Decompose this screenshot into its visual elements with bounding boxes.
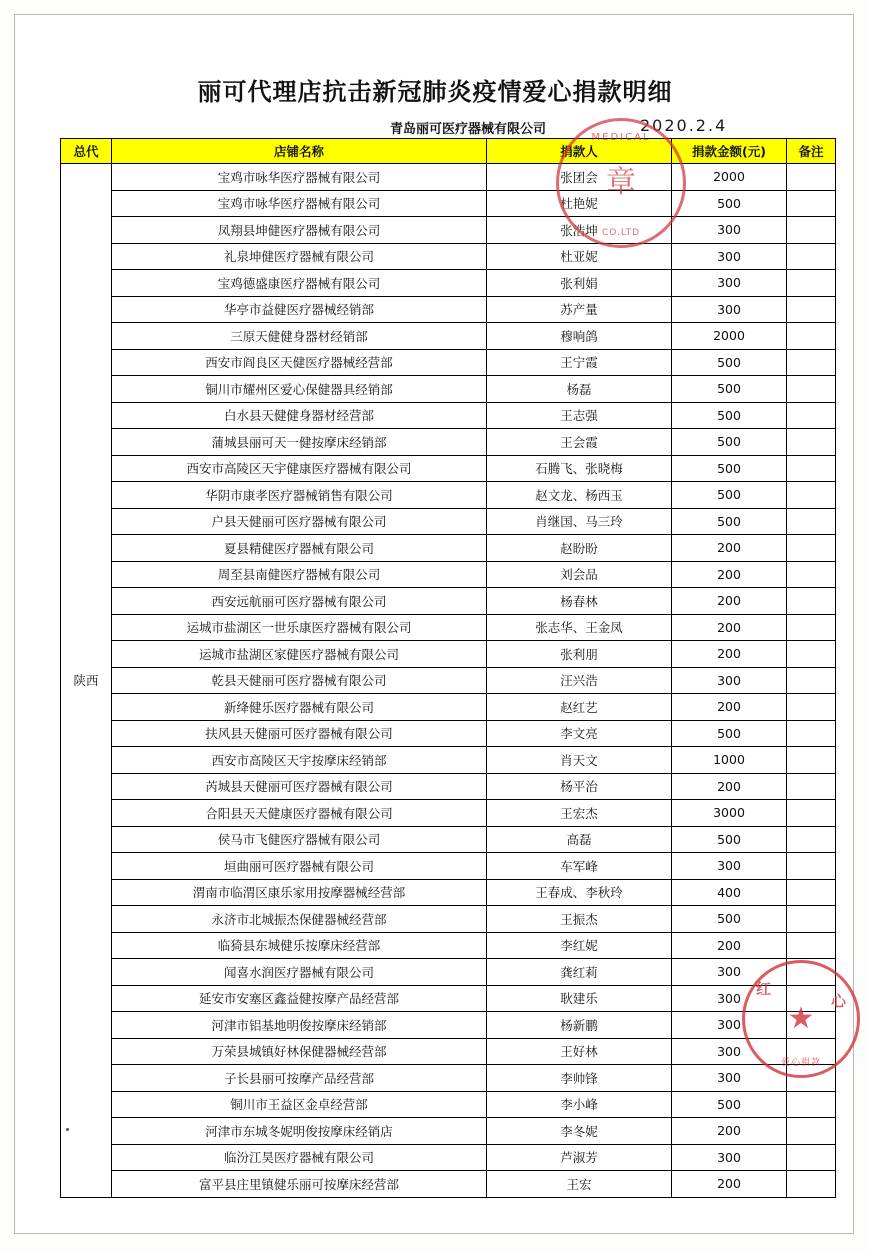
cell-donor: 刘会品 xyxy=(487,561,672,588)
cell-note xyxy=(787,773,836,800)
cell-donor: 王志强 xyxy=(487,402,672,429)
cell-donor: 李冬妮 xyxy=(487,1118,672,1145)
cell-note xyxy=(787,296,836,323)
table-row xyxy=(61,588,836,615)
cell-shop: 合阳县天天健康医疗器械有限公司 xyxy=(112,800,487,827)
cell-note xyxy=(787,190,836,217)
cell-donor: 李帅锋 xyxy=(487,1065,672,1092)
header-region: 总代 xyxy=(61,139,112,164)
table-row xyxy=(61,1038,836,1065)
region-cell: 陕西 xyxy=(61,164,112,1198)
cell-note xyxy=(787,535,836,562)
table-row xyxy=(61,455,836,482)
cell-note xyxy=(787,667,836,694)
cell-shop: 西安市高陵区天宇按摩床经销部 xyxy=(112,747,487,774)
cell-amount: 200 xyxy=(672,561,787,588)
table-row xyxy=(61,402,836,429)
cell-donor: 赵红艺 xyxy=(487,694,672,721)
cell-note xyxy=(787,243,836,270)
cell-shop: 渭南市临渭区康乐家用按摩器械经营部 xyxy=(112,879,487,906)
cell-amount: 300 xyxy=(672,243,787,270)
cell-shop: 西安市高陵区天宇健康医疗器械有限公司 xyxy=(112,455,487,482)
cell-donor: 杜亚妮 xyxy=(487,243,672,270)
cell-amount: 2000 xyxy=(672,164,787,191)
cell-donor: 汪兴浩 xyxy=(487,667,672,694)
cell-amount: 300 xyxy=(672,1012,787,1039)
cell-shop: 白水县天健健身器材经营部 xyxy=(112,402,487,429)
cell-shop: 铜川市耀州区爱心保健器具经销部 xyxy=(112,376,487,403)
cell-donor: 耿建乐 xyxy=(487,985,672,1012)
cell-shop: 芮城县天健丽可医疗器械有限公司 xyxy=(112,773,487,800)
cell-shop: 凤翔县坤健医疗器械有限公司 xyxy=(112,217,487,244)
company-name: 青岛丽可医疗器械有限公司 xyxy=(390,122,547,137)
cell-donor: 张团会 xyxy=(487,164,672,191)
cell-shop: 永济市北城振杰保健器械经营部 xyxy=(112,906,487,933)
cell-donor: 龚红莉 xyxy=(487,959,672,986)
cell-shop: 富平县庄里镇健乐丽可按摩床经营部 xyxy=(112,1171,487,1198)
cell-shop: 铜川市王益区金卓经营部 xyxy=(112,1091,487,1118)
cell-shop: 运城市盐湖区家健医疗器械有限公司 xyxy=(112,641,487,668)
table-row xyxy=(61,217,836,244)
header-amount: 捐款金额(元) xyxy=(672,139,787,164)
header-note: 备注 xyxy=(787,139,836,164)
cell-note xyxy=(787,270,836,297)
stamp-center-char: 章 xyxy=(606,166,636,199)
cell-donor: 王振杰 xyxy=(487,906,672,933)
cell-amount: 300 xyxy=(672,1038,787,1065)
cell-shop: 周至县南健医疗器械有限公司 xyxy=(112,561,487,588)
cell-donor: 张利朋 xyxy=(487,641,672,668)
cell-amount: 500 xyxy=(672,376,787,403)
cell-note xyxy=(787,985,836,1012)
stamp-outer-text: MEDICAL xyxy=(591,132,651,143)
cell-amount: 300 xyxy=(672,270,787,297)
cell-amount: 200 xyxy=(672,588,787,615)
cell-amount: 500 xyxy=(672,455,787,482)
cell-shop: 夏县精健医疗器械有限公司 xyxy=(112,535,487,562)
cell-note xyxy=(787,482,836,509)
table-body xyxy=(61,164,836,1198)
table-row xyxy=(61,826,836,853)
cell-amount: 400 xyxy=(672,879,787,906)
cell-shop: 三原天健健身器材经销部 xyxy=(112,323,487,350)
cell-note xyxy=(787,720,836,747)
table-row xyxy=(61,747,836,774)
cell-amount: 200 xyxy=(672,773,787,800)
cell-donor: 石腾飞、张晓梅 xyxy=(487,455,672,482)
table-row xyxy=(61,720,836,747)
cell-amount: 500 xyxy=(672,826,787,853)
table-row xyxy=(61,853,836,880)
cell-donor: 张志华、王金凤 xyxy=(487,614,672,641)
cell-note xyxy=(787,323,836,350)
cell-amount: 500 xyxy=(672,508,787,535)
cell-shop: 华阴市康孝医疗器械销售有限公司 xyxy=(112,482,487,509)
cell-note xyxy=(787,508,836,535)
cell-shop: 侯马市飞健医疗器械有限公司 xyxy=(112,826,487,853)
table-row xyxy=(61,906,836,933)
table-row xyxy=(61,190,836,217)
cell-donor: 苏产量 xyxy=(487,296,672,323)
cell-donor: 王宏 xyxy=(487,1171,672,1198)
subtitle-row xyxy=(390,118,810,138)
table-row xyxy=(61,800,836,827)
stamp-bottom-text: CO.LTD xyxy=(601,228,641,238)
cell-donor: 张利娟 xyxy=(487,270,672,297)
cell-donor: 李小峰 xyxy=(487,1091,672,1118)
table-row xyxy=(61,879,836,906)
cell-donor: 赵盼盼 xyxy=(487,535,672,562)
cell-amount: 500 xyxy=(672,402,787,429)
document-date: 2020.2.4 xyxy=(640,116,728,135)
cell-shop: 宝鸡市咏华医疗器械有限公司 xyxy=(112,190,487,217)
stamp-char-left: 红 xyxy=(756,980,772,998)
cell-note xyxy=(787,1171,836,1198)
cell-amount: 300 xyxy=(672,667,787,694)
table-row xyxy=(61,1118,836,1145)
cell-note xyxy=(787,1144,836,1171)
cell-note xyxy=(787,959,836,986)
cell-shop: 垣曲丽可医疗器械有限公司 xyxy=(112,853,487,880)
page-title: 丽可代理店抗击新冠肺炎疫情爱心捐款明细 xyxy=(197,78,673,106)
cell-amount: 500 xyxy=(672,482,787,509)
cell-shop: 延安市安塞区鑫益健按摩产品经营部 xyxy=(112,985,487,1012)
cell-note xyxy=(787,932,836,959)
cell-shop: 乾县天健丽可医疗器械有限公司 xyxy=(112,667,487,694)
cell-shop: 子长县丽可按摩产品经营部 xyxy=(112,1065,487,1092)
table-row xyxy=(61,508,836,535)
cell-amount: 500 xyxy=(672,906,787,933)
cell-shop: 宝鸡德盛康医疗器械有限公司 xyxy=(112,270,487,297)
cell-amount: 500 xyxy=(672,429,787,456)
cell-amount: 1000 xyxy=(672,747,787,774)
cell-donor: 赵文龙、杨西玉 xyxy=(487,482,672,509)
cell-note xyxy=(787,641,836,668)
scan-mark-dot xyxy=(66,1128,69,1131)
cell-shop: 运城市盐湖区一世乐康医疗器械有限公司 xyxy=(112,614,487,641)
cell-amount: 500 xyxy=(672,349,787,376)
cell-amount: 300 xyxy=(672,217,787,244)
cell-shop: 闻喜水润医疗器械有限公司 xyxy=(112,959,487,986)
table-row xyxy=(61,349,836,376)
cell-amount: 500 xyxy=(672,720,787,747)
cell-shop: 河津市铝基地明俊按摩床经销部 xyxy=(112,1012,487,1039)
table-row xyxy=(61,1065,836,1092)
table-row xyxy=(61,164,836,191)
cell-donor: 王好林 xyxy=(487,1038,672,1065)
cell-shop: 华亭市益健医疗器械经销部 xyxy=(112,296,487,323)
cell-note xyxy=(787,747,836,774)
cell-amount: 300 xyxy=(672,296,787,323)
cell-shop: 河津市东城冬妮明俊按摩床经销店 xyxy=(112,1118,487,1145)
cell-note xyxy=(787,455,836,482)
cell-amount: 300 xyxy=(672,1065,787,1092)
cell-amount: 200 xyxy=(672,535,787,562)
table-row xyxy=(61,614,836,641)
table-row xyxy=(61,1144,836,1171)
cell-donor: 杜艳妮 xyxy=(487,190,672,217)
table-row xyxy=(61,1012,836,1039)
table-row xyxy=(61,561,836,588)
table-header-row xyxy=(61,139,836,164)
table-row xyxy=(61,270,836,297)
cell-note xyxy=(787,879,836,906)
cell-donor: 杨新鹏 xyxy=(487,1012,672,1039)
header-donor: 捐款人 xyxy=(487,139,672,164)
cell-note xyxy=(787,826,836,853)
cell-amount: 300 xyxy=(672,1144,787,1171)
cell-donor: 王宏杰 xyxy=(487,800,672,827)
cell-amount: 300 xyxy=(672,959,787,986)
table-row xyxy=(61,296,836,323)
cell-donor: 王宁霞 xyxy=(487,349,672,376)
cell-donor: 穆响鸽 xyxy=(487,323,672,350)
cell-shop: 扶风县天健丽可医疗器械有限公司 xyxy=(112,720,487,747)
cell-amount: 200 xyxy=(672,694,787,721)
cell-amount: 500 xyxy=(672,190,787,217)
cell-donor: 李红妮 xyxy=(487,932,672,959)
cell-amount: 200 xyxy=(672,1118,787,1145)
cell-donor: 高磊 xyxy=(487,826,672,853)
cell-shop: 宝鸡市咏华医疗器械有限公司 xyxy=(112,164,487,191)
table-row xyxy=(61,985,836,1012)
cell-amount: 200 xyxy=(672,932,787,959)
cell-amount: 300 xyxy=(672,853,787,880)
cell-amount: 2000 xyxy=(672,323,787,350)
cell-shop: 西安远航丽可医疗器械有限公司 xyxy=(112,588,487,615)
cell-donor: 杨春林 xyxy=(487,588,672,615)
cell-note xyxy=(787,376,836,403)
cell-amount: 3000 xyxy=(672,800,787,827)
cell-amount: 500 xyxy=(672,1091,787,1118)
cell-donor: 杨磊 xyxy=(487,376,672,403)
table-row xyxy=(61,535,836,562)
cell-amount: 300 xyxy=(672,985,787,1012)
table-row xyxy=(61,323,836,350)
cell-note xyxy=(787,217,836,244)
cell-donor: 肖继国、马三玲 xyxy=(487,508,672,535)
cell-note xyxy=(787,1118,836,1145)
cell-shop: 户县天健丽可医疗器械有限公司 xyxy=(112,508,487,535)
table-row xyxy=(61,243,836,270)
cell-donor: 芦淑芳 xyxy=(487,1144,672,1171)
cell-donor: 张浩坤 xyxy=(487,217,672,244)
cell-amount: 200 xyxy=(672,641,787,668)
cell-amount: 200 xyxy=(672,1171,787,1198)
table-row xyxy=(61,641,836,668)
cell-note xyxy=(787,1038,836,1065)
donations-table xyxy=(60,138,836,1198)
table-row xyxy=(61,1171,836,1198)
cell-note xyxy=(787,164,836,191)
cell-note xyxy=(787,1065,836,1092)
table-row xyxy=(61,773,836,800)
cell-donor: 肖天文 xyxy=(487,747,672,774)
stamp-char-right: 心 xyxy=(830,992,846,1010)
table-row xyxy=(61,376,836,403)
cell-note xyxy=(787,1091,836,1118)
cell-shop: 蒲城县丽可天一健按摩床经销部 xyxy=(112,429,487,456)
cell-shop: 西安市阎良区天健医疗器械经营部 xyxy=(112,349,487,376)
cell-shop: 临汾江昊医疗器械有限公司 xyxy=(112,1144,487,1171)
cell-note xyxy=(787,1012,836,1039)
cell-donor: 王春成、李秋玲 xyxy=(487,879,672,906)
cell-note xyxy=(787,906,836,933)
cell-note xyxy=(787,402,836,429)
table-row xyxy=(61,959,836,986)
cell-note xyxy=(787,800,836,827)
cell-donor: 王会霞 xyxy=(487,429,672,456)
cell-shop: 新绛健乐医疗器械有限公司 xyxy=(112,694,487,721)
cell-amount: 200 xyxy=(672,614,787,641)
cell-donor: 杨平治 xyxy=(487,773,672,800)
stamp-bottom-text: 爱心捐款 xyxy=(780,1058,821,1068)
star-icon: ★ xyxy=(787,1002,815,1035)
cell-note xyxy=(787,614,836,641)
cell-note xyxy=(787,588,836,615)
cell-shop: 万荣县城镇好林保健器械经营部 xyxy=(112,1038,487,1065)
cell-donor: 李文亮 xyxy=(487,720,672,747)
cell-note xyxy=(787,349,836,376)
table-row xyxy=(61,1091,836,1118)
cell-donor: 车军峰 xyxy=(487,853,672,880)
cell-note xyxy=(787,561,836,588)
table-row xyxy=(61,429,836,456)
table-row xyxy=(61,932,836,959)
cell-note xyxy=(787,853,836,880)
cell-shop: 临猗县东城健乐按摩床经营部 xyxy=(112,932,487,959)
table-row xyxy=(61,667,836,694)
header-shop: 店铺名称 xyxy=(112,139,487,164)
table-row xyxy=(61,482,836,509)
cell-note xyxy=(787,694,836,721)
table-row xyxy=(61,694,836,721)
cell-note xyxy=(787,429,836,456)
cell-shop: 礼泉坤健医疗器械有限公司 xyxy=(112,243,487,270)
